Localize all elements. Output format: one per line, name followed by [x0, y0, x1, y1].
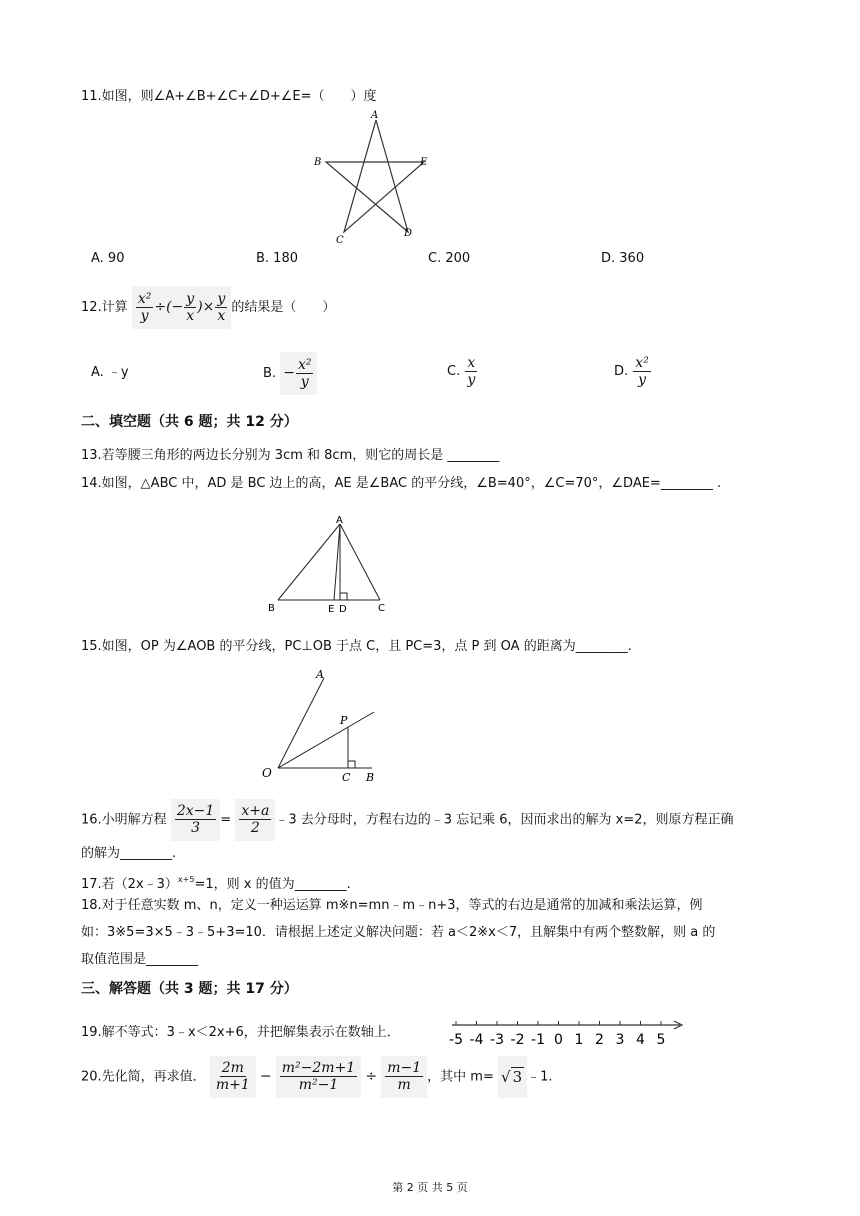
segment-ae	[334, 524, 340, 600]
q12-term3: $\frac{y}{x}$	[217, 291, 226, 324]
ang-label-p: P	[340, 714, 348, 727]
star-outline	[326, 120, 424, 232]
side-ab	[278, 524, 340, 600]
q12-option-d[interactable]: D. $\frac{\text{x²}}{y}$	[614, 355, 649, 388]
section-2-heading: 二、填空题（共 6 题；共 12 分）	[81, 414, 298, 430]
sqrt-expression: √ 3	[498, 1056, 527, 1098]
q12-line	[81, 286, 335, 329]
q11-option-c[interactable]: C. 200	[428, 251, 471, 266]
tri-label-a: A	[336, 515, 343, 526]
star-label-a: A	[371, 110, 379, 121]
q12-option-c[interactable]: C. $\frac{x}{y}$	[447, 355, 476, 388]
page-footer: 第 2 页 共 5 页	[392, 1181, 468, 1194]
ang-label-a: A	[316, 668, 324, 681]
q14-text: 14.如图，△ABC 中，AD 是 BC 边上的高，AE 是∠BAC 的平分线，∠B=40°，∠C=70°，∠DAE=________ .	[81, 476, 722, 491]
side-ac	[340, 524, 380, 600]
number-line-label: 4	[636, 1032, 645, 1048]
number-line	[448, 1015, 688, 1049]
angle-bisector-figure	[258, 664, 388, 788]
number-line-label: -4	[469, 1032, 484, 1048]
right-angle-mark	[348, 761, 355, 768]
q16-line2: 的解为________.	[81, 846, 177, 861]
q12-option-a[interactable]: A. ﹣y	[91, 365, 129, 380]
q20-line: 20.先化简，再求值． $\frac{2m}{m+1}$ − $\frac{\text{m²−2m+1}}{\text{m²−1}}$ ÷ $\frac{m-1}{m}$ ，其中 m= √ 3 ﹣1.	[81, 1056, 553, 1098]
q12-option-b[interactable]: B. − $\frac{\text{x²}}{y}$	[263, 352, 317, 395]
number-line-label: 3	[615, 1032, 625, 1048]
q12-expression: $\frac{\text{x²}}{y}$ ÷(− $\frac{y}{x}$ )× $\frac{y}{x}$	[132, 286, 232, 329]
right-angle-mark	[340, 593, 347, 600]
tri-label-e: E	[328, 604, 335, 615]
star-label-d: D	[404, 228, 413, 239]
q16-line1: 16.小明解方程 $\frac{2x-1}{3}$ = $\frac{x+a}{2}$ ﹣3 去分母时，方程右边的﹣3 忘记乘 6，因而求出的解为 x=2，则原方程正确	[81, 799, 734, 841]
q11-text: 11.如图，则∠A+∠B+∠C+∠D+∠E=（ ）度	[81, 89, 377, 104]
number-line-label: -5	[449, 1032, 463, 1048]
q17-text: 17.若（2x﹣3）$^{x+5}$=1，则 x 的值为________.	[81, 875, 351, 892]
number-line-label: 1	[574, 1032, 584, 1048]
q11-option-d[interactable]: D. 360	[601, 251, 645, 266]
number-line-label: 5	[656, 1032, 666, 1048]
q18-line3: 取值范围是________	[81, 952, 199, 967]
tri-label-c: C	[378, 603, 385, 614]
number-line-label: -3	[490, 1032, 504, 1048]
ang-label-o: O	[262, 766, 272, 780]
ang-label-c: C	[342, 771, 351, 784]
q18-line2: 如：3※5=3×5﹣3﹣5+3=10．请根据上述定义解决问题：若 a＜2※x＜7，且解集中有两个整数解，则 a 的	[81, 925, 716, 940]
q12-term2: $\frac{y}{x}$	[186, 291, 195, 324]
q12-prefix: 12.计算	[81, 300, 128, 315]
star-label-b: B	[314, 157, 322, 168]
tri-label-b: B	[268, 603, 275, 614]
triangle-figure	[262, 512, 392, 616]
q19-text: 19.解不等式：3﹣x＜2x+6，并把解集表示在数轴上．	[81, 1025, 400, 1040]
q13-text: 13.若等腰三角形的两边长分别为 3cm 和 8cm，则它的周长是 ________	[81, 448, 500, 463]
star-label-e: E	[420, 157, 428, 168]
q15-text: 15.如图，OP 为∠AOB 的平分线，PC⊥OB 于点 C，且 PC=3，点 P 到 OA 的距离为________.	[81, 639, 632, 654]
q12-term1: $\frac{\text{x²}}{y}$	[137, 291, 152, 324]
number-line-label: 2	[595, 1032, 604, 1048]
tri-label-d: D	[339, 604, 347, 615]
q12-suffix: 的结果是（ ）	[231, 300, 336, 315]
number-line-label: -2	[510, 1032, 525, 1048]
star-figure	[310, 106, 440, 246]
star-label-c: C	[336, 235, 344, 246]
section-3-heading: 三、解答题（共 3 题；共 17 分）	[81, 981, 298, 997]
q11-option-a[interactable]: A. 90	[91, 251, 125, 266]
number-line-label: 0	[554, 1032, 563, 1048]
number-line-label: -1	[531, 1032, 545, 1048]
q11-option-b[interactable]: B. 180	[256, 251, 298, 266]
ang-label-b: B	[366, 771, 375, 784]
q18-line1: 18.对于任意实数 m、n，定义一种运运算 m※n=mn﹣m﹣n+3，等式的右边是通常的加减和乘法运算，例	[81, 898, 703, 913]
